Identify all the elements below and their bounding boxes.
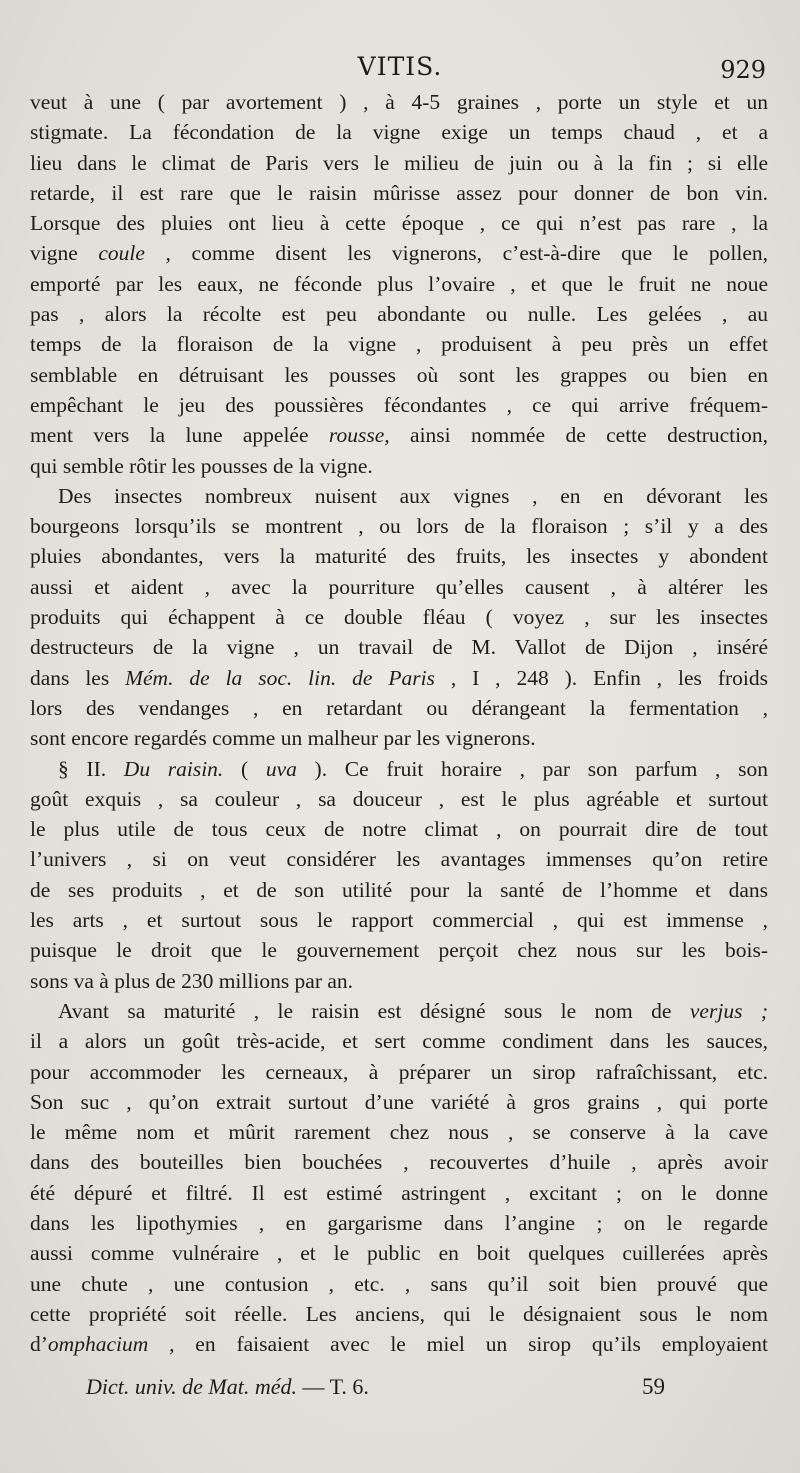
text-line: le plus utile de tous ceux de notre climat , on pourrait dire de tout [30,817,768,842]
text-line: Son suc , qu’on extrait surtout d’une variété à gros grains , qui porte [30,1089,768,1114]
text-line: destructeurs de la vigne , un travail de M. Vallot de Dijon , inséré [30,635,768,660]
signature-line [86,1374,369,1400]
text-line: goût exquis , sa couleur , sa douceur , est le plus agréable et surtout [30,786,768,811]
text-line: § II. Du raisin. ( uva ). Ce fruit horaire , par son parfum , son [58,756,768,781]
text-line: Lorsque des pluies ont lieu à cette époque , ce qui n’est pas rare , la [30,211,768,236]
italic-text: omphacium , [47,1332,175,1357]
paragraph [30,481,768,754]
text-line: le même nom et mûrit rarement chez nous , se conserve à la cave [30,1120,768,1145]
page-number: 929 [720,56,766,84]
signature-number: 59 [642,1374,665,1399]
body-text [30,87,768,1359]
text-line: sont encore regardés comme un malheur par les vignerons. [30,726,536,751]
italic-text: coule , [98,241,171,266]
text-line: pour accommoder les cerneaux, à préparer un sirop rafraîchissant, etc. [30,1059,768,1084]
italic-text: uva [265,756,297,781]
text-line: temps de la floraison de la vigne , produisent à peu près un effet [30,332,768,357]
page-footer [30,1374,770,1410]
text-line: sons va à plus de 230 millions par an. [30,968,354,993]
text-line: dans les Mém. de la soc. lin. de Paris , I , 248 ). Enfin , les froids [30,665,768,690]
paragraph [30,754,768,996]
text-line: produits qui échappent à ce double fléau ( voyez , sur les insectes [30,605,768,630]
text-line: Des insectes nombreux nuisent aux vignes , en en dévorant les [58,483,768,508]
text-line: d’omphacium , en faisaient avec le miel un sirop qu’ils employaient [30,1332,768,1357]
text-line: stigmate. La fécondation de la vigne exige un temps chaud , et a [30,120,768,145]
text-line: dans des bouteilles bien bouchées , recouvertes d’huile , après avoir [30,1150,768,1175]
italic-text: Du raisin. [123,756,224,781]
italic-text: rousse, [328,423,390,448]
paragraph [30,87,768,481]
text-line: bourgeons lorsqu’ils se montrent , ou lors de la floraison ; s’il y a des [30,514,768,539]
text-line: il a alors un goût très-acide, et sert comme condiment dans les sauces, [30,1029,768,1054]
text-line: de ses produits , et de son utilité pour la santé de l’homme et dans [30,877,768,902]
running-title: VITIS. [357,52,443,81]
text-line: dans les lipothymies , en gargarisme dans l’angine ; on le regarde [30,1210,768,1235]
text-line: pas , alors la récolte est peu abondante ou nulle. Les gelées , au [30,302,768,327]
text-line: lieu dans le climat de Paris vers le milieu de juin ou à la fin ; si elle [30,150,768,175]
text-line: qui semble rôtir les pousses de la vigne. [30,453,373,478]
text-line: cette propriété soit réelle. Les anciens, qui le désignaient sous le nom [30,1301,768,1326]
italic-text: Mém. de la soc. lin. de Paris [125,665,435,690]
text-line: vigne coule , comme disent les vignerons, c’est-à-dire que le pollen, [30,241,768,266]
signature-volume: — T. 6. [302,1374,369,1399]
text-line: emporté par les eaux, ne féconde plus l’ovaire , et que le fruit ne noue [30,271,768,296]
text-line: lors des vendanges , en retardant ou dérangeant la fermentation , [30,695,768,720]
signature-title: Dict. univ. de Mat. méd. [86,1374,297,1399]
paragraph [30,996,768,1360]
text-line: été dépuré et filtré. Il est estimé astringent , excitant ; on le donne [30,1180,768,1205]
text-line: l’univers , si on veut considérer les avantages immenses qu’on retire [30,847,768,872]
text-line: retarde, il est rare que le raisin mûrisse assez pour donner de bon vin. [30,180,768,205]
page-header [30,44,770,84]
text-line: aussi comme vulnéraire , et le public en boit quelques cuillerées après [30,1241,768,1266]
text-line: aussi et aident , avec la pourriture qu’elles causent , à altérer les [30,574,768,599]
italic-text: verjus ; [689,998,769,1023]
text-line: pluies abondantes, vers la maturité des fruits, les insectes y abondent [30,544,768,569]
text-line: une chute , une contusion , etc. , sans qu’il soit bien prouvé que [30,1271,768,1296]
text-line: empêchant le jeu des poussières fécondantes , ce qui arrive fréquem- [30,392,768,417]
text-line: semblable en détruisant les pousses où sont les grappes ou bien en [30,362,768,387]
text-line: ment vers la lune appelée rousse, ainsi nommée de cette destruction, [30,423,768,448]
text-line: Avant sa maturité , le raisin est désigné sous le nom de verjus ; [58,998,769,1023]
text-line: les arts , et surtout sous le rapport commercial , qui est immense , [30,908,768,933]
text-line: puisque le droit que le gouvernement perçoit chez nous sur les bois- [30,938,768,963]
text-line: veut à une ( par avortement ) , à 4-5 graines , porte un style et un [30,90,768,114]
